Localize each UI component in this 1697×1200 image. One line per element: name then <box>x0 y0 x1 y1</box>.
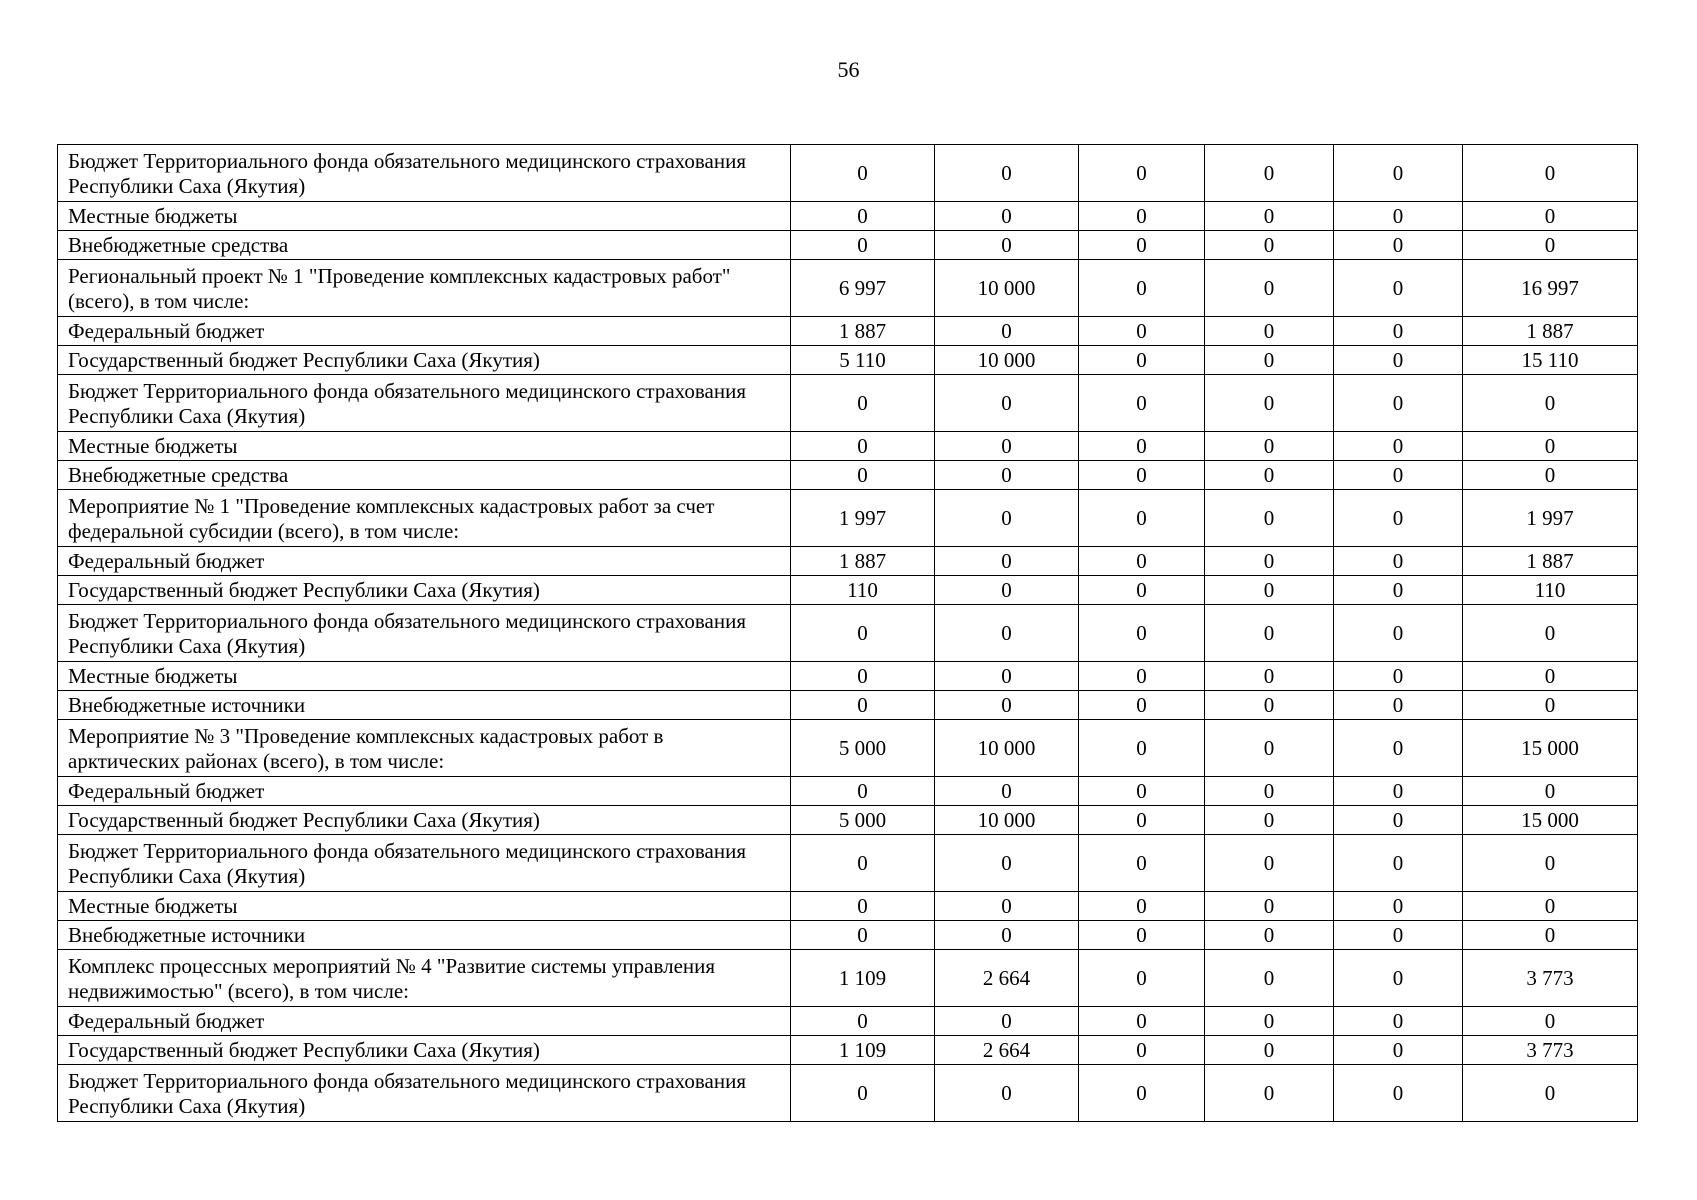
table-row <box>58 720 1638 777</box>
row-value: 0 <box>791 605 935 662</box>
row-label: Бюджет Территориального фонда обязательного медицинского страхования Республики Саха (Якутия) <box>58 145 791 202</box>
row-value: 0 <box>1205 346 1334 375</box>
row-value: 0 <box>935 375 1079 432</box>
row-value: 0 <box>791 777 935 806</box>
row-value: 0 <box>1205 950 1334 1007</box>
row-value: 10 000 <box>935 260 1079 317</box>
page-number: 56 <box>837 57 860 82</box>
table-row <box>58 806 1638 835</box>
row-label: Бюджет Территориального фонда обязательного медицинского страхования Республики Саха (Якутия) <box>58 605 791 662</box>
row-label: Государственный бюджет Республики Саха (Якутия) <box>58 806 791 835</box>
row-value: 0 <box>1205 547 1334 576</box>
row-total: 15 110 <box>1463 346 1638 375</box>
row-value: 0 <box>1079 461 1205 490</box>
row-value: 0 <box>935 432 1079 461</box>
row-value: 0 <box>1205 145 1334 202</box>
row-value: 0 <box>1205 892 1334 921</box>
row-value: 0 <box>1334 806 1463 835</box>
row-value: 1 109 <box>791 1036 935 1065</box>
table-row <box>58 892 1638 921</box>
row-value: 0 <box>1334 202 1463 231</box>
row-total: 0 <box>1463 777 1638 806</box>
row-value: 0 <box>1334 1065 1463 1122</box>
row-value: 0 <box>791 921 935 950</box>
row-value: 0 <box>1205 662 1334 691</box>
row-label: Региональный проект № 1 "Проведение комплексных кадастровых работ" (всего), в том числе: <box>58 260 791 317</box>
row-total: 16 997 <box>1463 260 1638 317</box>
row-value: 0 <box>791 461 935 490</box>
row-value: 0 <box>1079 375 1205 432</box>
row-value: 0 <box>935 892 1079 921</box>
row-label: Государственный бюджет Республики Саха (Якутия) <box>58 576 791 605</box>
row-total: 3 773 <box>1463 1036 1638 1065</box>
row-total: 0 <box>1463 432 1638 461</box>
row-value: 0 <box>935 1065 1079 1122</box>
row-value: 0 <box>1334 720 1463 777</box>
row-total: 0 <box>1463 662 1638 691</box>
row-value: 0 <box>791 662 935 691</box>
row-value: 0 <box>791 691 935 720</box>
row-value: 0 <box>1205 432 1334 461</box>
row-label: Бюджет Территориального фонда обязательного медицинского страхования Республики Саха (Якутия) <box>58 375 791 432</box>
row-value: 0 <box>935 691 1079 720</box>
row-value: 0 <box>935 202 1079 231</box>
budget-table <box>57 144 1638 1122</box>
row-total: 0 <box>1463 1007 1638 1036</box>
table-row <box>58 231 1638 260</box>
row-value: 2 664 <box>935 1036 1079 1065</box>
row-value: 0 <box>1334 662 1463 691</box>
row-label: Государственный бюджет Республики Саха (Якутия) <box>58 1036 791 1065</box>
row-label: Федеральный бюджет <box>58 777 791 806</box>
row-value: 0 <box>935 490 1079 547</box>
row-value: 0 <box>1079 950 1205 1007</box>
row-value: 0 <box>1334 950 1463 1007</box>
row-value: 0 <box>1205 202 1334 231</box>
row-value: 0 <box>1079 231 1205 260</box>
row-value: 0 <box>1334 576 1463 605</box>
row-value: 0 <box>1334 346 1463 375</box>
row-total: 0 <box>1463 145 1638 202</box>
row-value: 0 <box>1079 547 1205 576</box>
row-value: 0 <box>935 576 1079 605</box>
row-value: 0 <box>1205 1007 1334 1036</box>
table-row <box>58 346 1638 375</box>
row-label: Федеральный бюджет <box>58 1007 791 1036</box>
row-value: 0 <box>1205 691 1334 720</box>
row-value: 0 <box>1079 777 1205 806</box>
row-value: 0 <box>1079 576 1205 605</box>
row-total: 3 773 <box>1463 950 1638 1007</box>
row-value: 0 <box>1079 662 1205 691</box>
row-value: 0 <box>935 547 1079 576</box>
row-value: 0 <box>935 605 1079 662</box>
row-value: 0 <box>791 892 935 921</box>
row-value: 6 997 <box>791 260 935 317</box>
row-total: 0 <box>1463 835 1638 892</box>
table-row <box>58 1007 1638 1036</box>
row-total: 0 <box>1463 202 1638 231</box>
row-total: 1 997 <box>1463 490 1638 547</box>
row-label: Государственный бюджет Республики Саха (Якутия) <box>58 346 791 375</box>
row-value: 0 <box>1079 605 1205 662</box>
row-value: 0 <box>1334 461 1463 490</box>
row-value: 5 110 <box>791 346 935 375</box>
table-row <box>58 461 1638 490</box>
row-value: 1 887 <box>791 317 935 346</box>
row-value: 0 <box>791 375 935 432</box>
row-value: 0 <box>935 662 1079 691</box>
row-label: Внебюджетные источники <box>58 691 791 720</box>
row-value: 0 <box>1205 1065 1334 1122</box>
row-value: 0 <box>791 145 935 202</box>
table-row <box>58 777 1638 806</box>
row-value: 0 <box>1334 1007 1463 1036</box>
row-value: 1 997 <box>791 490 935 547</box>
row-value: 5 000 <box>791 720 935 777</box>
row-total: 0 <box>1463 691 1638 720</box>
row-value: 0 <box>1079 432 1205 461</box>
row-total: 0 <box>1463 1065 1638 1122</box>
row-label: Федеральный бюджет <box>58 547 791 576</box>
row-total: 1 887 <box>1463 317 1638 346</box>
row-value: 0 <box>1334 835 1463 892</box>
row-value: 10 000 <box>935 720 1079 777</box>
table-row <box>58 691 1638 720</box>
row-value: 0 <box>1334 260 1463 317</box>
row-value: 0 <box>1334 490 1463 547</box>
row-label: Местные бюджеты <box>58 202 791 231</box>
row-value: 0 <box>1205 461 1334 490</box>
row-value: 0 <box>1205 605 1334 662</box>
row-value: 0 <box>1079 835 1205 892</box>
row-value: 0 <box>1079 892 1205 921</box>
row-value: 0 <box>1079 202 1205 231</box>
row-value: 0 <box>1205 835 1334 892</box>
table-row <box>58 375 1638 432</box>
row-value: 0 <box>1205 490 1334 547</box>
row-value: 0 <box>1079 806 1205 835</box>
row-value: 0 <box>1079 346 1205 375</box>
row-value: 5 000 <box>791 806 935 835</box>
row-value: 0 <box>1079 145 1205 202</box>
row-label: Внебюджетные средства <box>58 231 791 260</box>
table-row <box>58 432 1638 461</box>
row-value: 0 <box>935 1007 1079 1036</box>
row-value: 0 <box>1334 605 1463 662</box>
row-value: 0 <box>1334 145 1463 202</box>
row-value: 0 <box>1079 1036 1205 1065</box>
row-value: 0 <box>1205 317 1334 346</box>
table-row <box>58 202 1638 231</box>
row-label: Бюджет Территориального фонда обязательного медицинского страхования Республики Саха (Якутия) <box>58 1065 791 1122</box>
row-value: 0 <box>935 461 1079 490</box>
row-value: 0 <box>1205 921 1334 950</box>
row-value: 0 <box>1334 691 1463 720</box>
row-label: Внебюджетные средства <box>58 461 791 490</box>
row-value: 0 <box>1334 375 1463 432</box>
row-value: 0 <box>1334 432 1463 461</box>
row-value: 0 <box>791 231 935 260</box>
row-value: 0 <box>1205 231 1334 260</box>
row-value: 0 <box>1079 260 1205 317</box>
row-total: 1 887 <box>1463 547 1638 576</box>
table-row <box>58 662 1638 691</box>
row-total: 15 000 <box>1463 806 1638 835</box>
table-row <box>58 145 1638 202</box>
row-total: 0 <box>1463 375 1638 432</box>
row-value: 0 <box>1205 806 1334 835</box>
row-total: 0 <box>1463 461 1638 490</box>
row-value: 0 <box>1079 490 1205 547</box>
table-row <box>58 547 1638 576</box>
row-value: 0 <box>1334 547 1463 576</box>
row-total: 0 <box>1463 605 1638 662</box>
row-label: Местные бюджеты <box>58 432 791 461</box>
row-value: 0 <box>935 145 1079 202</box>
row-label: Мероприятие № 3 "Проведение комплексных кадастровых работ в арктических районах (всего), в том числе: <box>58 720 791 777</box>
row-value: 0 <box>1334 317 1463 346</box>
row-value: 0 <box>935 921 1079 950</box>
row-value: 0 <box>1205 576 1334 605</box>
row-value: 0 <box>935 317 1079 346</box>
row-total: 15 000 <box>1463 720 1638 777</box>
row-value: 10 000 <box>935 806 1079 835</box>
row-label: Мероприятие № 1 "Проведение комплексных кадастровых работ за счет федеральной субсидии (всего), в том числе: <box>58 490 791 547</box>
table-row <box>58 605 1638 662</box>
row-value: 0 <box>1205 720 1334 777</box>
row-value: 0 <box>1334 1036 1463 1065</box>
row-value: 0 <box>1079 1065 1205 1122</box>
row-value: 0 <box>1079 317 1205 346</box>
table-row <box>58 576 1638 605</box>
row-label: Федеральный бюджет <box>58 317 791 346</box>
row-value: 0 <box>935 835 1079 892</box>
row-value: 1 887 <box>791 547 935 576</box>
row-value: 110 <box>791 576 935 605</box>
row-value: 10 000 <box>935 346 1079 375</box>
row-value: 0 <box>1205 777 1334 806</box>
row-value: 0 <box>935 231 1079 260</box>
row-value: 0 <box>791 1065 935 1122</box>
row-label: Местные бюджеты <box>58 892 791 921</box>
row-value: 0 <box>1079 921 1205 950</box>
table-row <box>58 490 1638 547</box>
table-row <box>58 317 1638 346</box>
row-value: 0 <box>1334 892 1463 921</box>
table-row <box>58 1036 1638 1065</box>
row-value: 0 <box>1079 1007 1205 1036</box>
row-value: 0 <box>1334 231 1463 260</box>
row-value: 0 <box>791 202 935 231</box>
row-value: 1 109 <box>791 950 935 1007</box>
row-value: 0 <box>1334 777 1463 806</box>
row-total: 0 <box>1463 231 1638 260</box>
table-row <box>58 1065 1638 1122</box>
row-value: 0 <box>791 835 935 892</box>
row-value: 0 <box>791 1007 935 1036</box>
table-row <box>58 835 1638 892</box>
row-label: Бюджет Территориального фонда обязательного медицинского страхования Республики Саха (Якутия) <box>58 835 791 892</box>
table-row <box>58 921 1638 950</box>
row-value: 0 <box>1205 375 1334 432</box>
row-value: 0 <box>1205 1036 1334 1065</box>
table-row <box>58 950 1638 1007</box>
row-total: 0 <box>1463 892 1638 921</box>
row-value: 0 <box>1334 921 1463 950</box>
row-value: 0 <box>1205 260 1334 317</box>
row-label: Внебюджетные источники <box>58 921 791 950</box>
row-value: 0 <box>1079 691 1205 720</box>
row-total: 0 <box>1463 921 1638 950</box>
row-value: 2 664 <box>935 950 1079 1007</box>
row-value: 0 <box>791 432 935 461</box>
row-label: Комплекс процессных мероприятий № 4 "Развитие системы управления недвижимостью" (всего), в том числе: <box>58 950 791 1007</box>
table-row <box>58 260 1638 317</box>
row-total: 110 <box>1463 576 1638 605</box>
row-value: 0 <box>935 777 1079 806</box>
row-value: 0 <box>1079 720 1205 777</box>
row-label: Местные бюджеты <box>58 662 791 691</box>
